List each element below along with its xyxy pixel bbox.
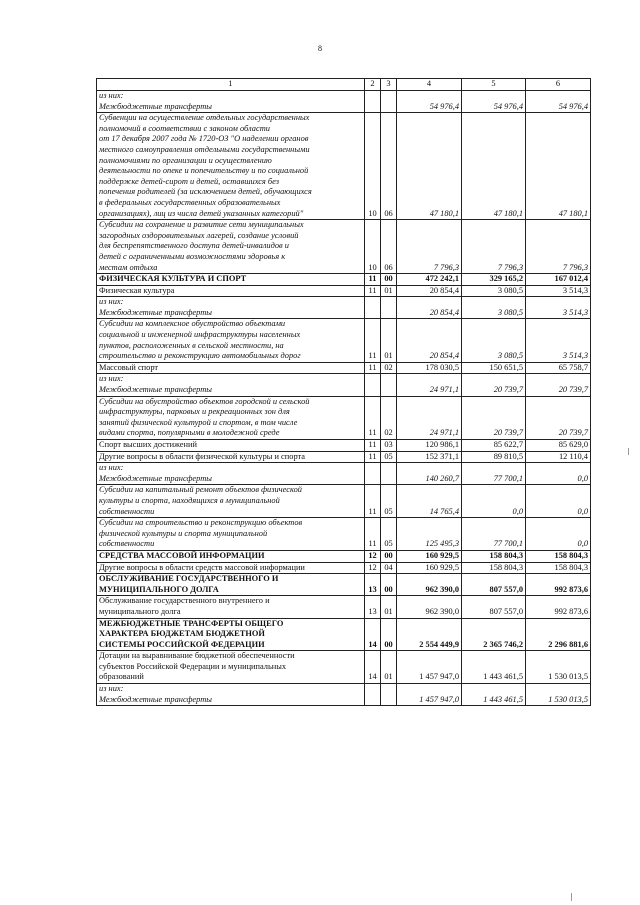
row-name: из них: Межбюджетные трансферты: [97, 463, 365, 485]
table-body: [97, 91, 591, 706]
table-row: [97, 113, 591, 220]
row-subsection: [381, 463, 397, 485]
row-subsection: 01: [381, 319, 397, 362]
row-section: 12: [365, 562, 381, 574]
row-value-2026: 2 296 881,6: [526, 618, 591, 651]
row-value-2026: 47 180,1: [526, 113, 591, 220]
row-section: 10: [365, 220, 381, 274]
row-name: Субсидии на обустройство объектов городской и сельской инфраструктуры, парковых и рекреационных зон для занятий физической культурой и спортом, в том числе видами спорта, популярными в молодежной среде: [97, 396, 365, 439]
table-row: [97, 440, 591, 452]
row-name: из них: Межбюджетные трансферты: [97, 297, 365, 319]
table-row: [97, 550, 591, 562]
row-section: 12: [365, 550, 381, 562]
row-value-2026: 992 873,6: [526, 574, 591, 596]
table-row: [97, 297, 591, 319]
row-value-2025: 77 700,1: [462, 463, 526, 485]
row-name: из них: Межбюджетные трансферты: [97, 684, 365, 706]
row-name: из них: Межбюджетные трансферты: [97, 91, 365, 113]
row-value-2025: 85 622,7: [462, 440, 526, 452]
row-value-2024: 2 554 449,9: [397, 618, 462, 651]
row-value-2024: 160 929,5: [397, 550, 462, 562]
row-name: МЕЖБЮДЖЕТНЫЕ ТРАНСФЕРТЫ ОБЩЕГО ХАРАКТЕРА БЮДЖЕТАМ БЮДЖЕТНОЙ СИСТЕМЫ РОССИЙСКОЙ ФЕДЕРАЦИИ: [97, 618, 365, 651]
row-value-2026: 3 514,3: [526, 285, 591, 297]
row-value-2025: 20 739,7: [462, 396, 526, 439]
row-subsection: 02: [381, 362, 397, 374]
row-name: Субсидии на комплексное обустройство объектами социальной и инженерной инфраструктуры населенных пунктов, расположенных в сельской местности, на строительство и реконструкцию автомобильных дорог: [97, 319, 365, 362]
row-name: Субвенции на осуществление отдельных государственных полномочий в соответствии с законом области от 17 декабря 2007 года № 1720-ОЗ "О наделении органов местного самоуправления отдельными государственными полномочиями по организации и осуществлению деятельности по опеке и попечительству и по социальной поддержке детей-сирот и детей, оставшихся без попечения родителей (за исключением детей, обучающихся в федеральных государственных образовательных организациях), лиц из числа детей указанных категорий": [97, 113, 365, 220]
row-value-2025: 1 443 461,5: [462, 651, 526, 684]
row-value-2026: 12 110,4: [526, 451, 591, 463]
row-name: ОБСЛУЖИВАНИЕ ГОСУДАРСТВЕННОГО И МУНИЦИПАЛЬНОГО ДОЛГА: [97, 574, 365, 596]
table-row: [97, 574, 591, 596]
row-name: из них: Межбюджетные трансферты: [97, 374, 365, 396]
row-name: Субсидии на сохранение и развитие сети муниципальных загородных оздоровительных лагерей, создание условий для беспрепятственного доступа детей-инвалидов и детей с ограниченными возможностями здоровья к местам отдыха: [97, 220, 365, 274]
row-name: Другие вопросы в области средств массовой информации: [97, 562, 365, 574]
row-section: [365, 463, 381, 485]
row-value-2024: 120 986,1: [397, 440, 462, 452]
table-row: [97, 374, 591, 396]
table-row: [97, 651, 591, 684]
row-section: 11: [365, 274, 381, 286]
table-row: [97, 362, 591, 374]
header-col-1: 1: [97, 79, 365, 91]
row-section: 11: [365, 362, 381, 374]
table-row: [97, 274, 591, 286]
row-value-2026: 65 758,7: [526, 362, 591, 374]
row-value-2026: 54 976,4: [526, 91, 591, 113]
row-section: 14: [365, 618, 381, 651]
row-subsection: 02: [381, 396, 397, 439]
row-value-2024: 178 030,5: [397, 362, 462, 374]
row-value-2025: 158 804,3: [462, 550, 526, 562]
margin-mark: [571, 893, 572, 901]
row-value-2026: 0,0: [526, 518, 591, 551]
row-value-2024: 47 180,1: [397, 113, 462, 220]
row-value-2024: 24 971,1: [397, 374, 462, 396]
row-value-2026: 20 739,7: [526, 396, 591, 439]
row-value-2026: 20 739,7: [526, 374, 591, 396]
row-subsection: 00: [381, 574, 397, 596]
page-number: 8: [318, 44, 322, 53]
row-value-2025: 0,0: [462, 485, 526, 518]
row-subsection: 01: [381, 285, 397, 297]
row-section: [365, 374, 381, 396]
row-value-2024: 54 976,4: [397, 91, 462, 113]
row-name: Дотации на выравнивание бюджетной обеспеченности субъектов Российской Федерации и муниципальных образований: [97, 651, 365, 684]
row-value-2024: 20 854,4: [397, 319, 462, 362]
row-value-2025: 329 165,2: [462, 274, 526, 286]
row-name: Субсидии на строительство и реконструкцию объектов физической культуры и спорта муниципальной собственности: [97, 518, 365, 551]
table-row: [97, 596, 591, 618]
row-value-2026: 992 873,6: [526, 596, 591, 618]
row-value-2024: 20 854,4: [397, 297, 462, 319]
table-row: [97, 451, 591, 463]
row-value-2025: 3 080,5: [462, 285, 526, 297]
row-value-2025: 3 080,5: [462, 297, 526, 319]
row-subsection: 06: [381, 220, 397, 274]
row-value-2025: 2 365 746,2: [462, 618, 526, 651]
row-subsection: 05: [381, 518, 397, 551]
row-name: ФИЗИЧЕСКАЯ КУЛЬТУРА И СПОРТ: [97, 274, 365, 286]
table-row: [97, 319, 591, 362]
row-section: 11: [365, 440, 381, 452]
row-name: Субсидии на капитальный ремонт объектов физической культуры и спорта, находящихся в муниципальной собственности: [97, 485, 365, 518]
row-value-2025: 150 651,5: [462, 362, 526, 374]
row-value-2025: 54 976,4: [462, 91, 526, 113]
row-value-2026: 85 629,0: [526, 440, 591, 452]
table-row: [97, 91, 591, 113]
table-row: [97, 396, 591, 439]
row-value-2026: 0,0: [526, 463, 591, 485]
row-value-2026: 7 796,3: [526, 220, 591, 274]
row-value-2026: 1 530 013,5: [526, 651, 591, 684]
table-row: [97, 518, 591, 551]
row-section: 11: [365, 485, 381, 518]
row-value-2024: 1 457 947,0: [397, 684, 462, 706]
row-subsection: 00: [381, 550, 397, 562]
row-value-2025: 1 443 461,5: [462, 684, 526, 706]
row-section: 11: [365, 319, 381, 362]
row-value-2026: 158 804,3: [526, 562, 591, 574]
row-value-2024: 125 495,3: [397, 518, 462, 551]
row-value-2026: 3 514,3: [526, 297, 591, 319]
row-value-2025: 47 180,1: [462, 113, 526, 220]
row-value-2025: 77 700,1: [462, 518, 526, 551]
row-subsection: 03: [381, 440, 397, 452]
row-value-2024: 1 457 947,0: [397, 651, 462, 684]
row-value-2024: 14 765,4: [397, 485, 462, 518]
row-value-2026: 1 530 013,5: [526, 684, 591, 706]
row-section: 10: [365, 113, 381, 220]
row-subsection: [381, 374, 397, 396]
row-value-2025: 89 810,5: [462, 451, 526, 463]
row-name: СРЕДСТВА МАССОВОЙ ИНФОРМАЦИИ: [97, 550, 365, 562]
header-col-3: 3: [381, 79, 397, 91]
row-section: 14: [365, 651, 381, 684]
row-value-2024: 24 971,1: [397, 396, 462, 439]
row-section: 11: [365, 451, 381, 463]
table-row: [97, 463, 591, 485]
row-value-2024: 962 390,0: [397, 596, 462, 618]
header-col-5: 5: [462, 79, 526, 91]
row-value-2024: 140 260,7: [397, 463, 462, 485]
row-value-2024: 152 371,1: [397, 451, 462, 463]
row-value-2024: 472 242,1: [397, 274, 462, 286]
row-value-2024: 7 796,3: [397, 220, 462, 274]
header-col-2: 2: [365, 79, 381, 91]
row-name: Массовый спорт: [97, 362, 365, 374]
row-subsection: 01: [381, 651, 397, 684]
row-subsection: [381, 297, 397, 319]
table-row: [97, 485, 591, 518]
row-subsection: 00: [381, 618, 397, 651]
row-name: Другие вопросы в области физической культуры и спорта: [97, 451, 365, 463]
row-value-2025: 807 557,0: [462, 574, 526, 596]
row-value-2025: 20 739,7: [462, 374, 526, 396]
row-subsection: 06: [381, 113, 397, 220]
row-subsection: 01: [381, 596, 397, 618]
row-section: 11: [365, 518, 381, 551]
row-name: Обслуживание государственного внутреннего и муниципального долга: [97, 596, 365, 618]
row-value-2024: 962 390,0: [397, 574, 462, 596]
table-row: [97, 285, 591, 297]
row-subsection: 04: [381, 562, 397, 574]
row-value-2026: 167 012,4: [526, 274, 591, 286]
row-subsection: 05: [381, 451, 397, 463]
row-subsection: 05: [381, 485, 397, 518]
row-name: Физическая культура: [97, 285, 365, 297]
row-section: [365, 91, 381, 113]
header-col-6: 6: [526, 79, 591, 91]
row-value-2025: 3 080,5: [462, 319, 526, 362]
row-subsection: 00: [381, 274, 397, 286]
row-section: 11: [365, 285, 381, 297]
row-value-2026: 158 804,3: [526, 550, 591, 562]
table-row: [97, 562, 591, 574]
margin-mark: [628, 448, 629, 455]
row-value-2024: 20 854,4: [397, 285, 462, 297]
row-value-2025: 807 557,0: [462, 596, 526, 618]
row-value-2026: 3 514,3: [526, 319, 591, 362]
table-row: [97, 618, 591, 651]
row-value-2025: 7 796,3: [462, 220, 526, 274]
row-section: 11: [365, 396, 381, 439]
row-value-2024: 160 929,5: [397, 562, 462, 574]
row-section: [365, 684, 381, 706]
table-row: [97, 684, 591, 706]
row-value-2025: 158 804,3: [462, 562, 526, 574]
row-section: 13: [365, 574, 381, 596]
header-col-4: 4: [397, 79, 462, 91]
row-name: Спорт высших достижений: [97, 440, 365, 452]
budget-table: [96, 78, 591, 706]
row-subsection: [381, 684, 397, 706]
row-section: 13: [365, 596, 381, 618]
row-subsection: [381, 91, 397, 113]
row-section: [365, 297, 381, 319]
table-header-row: [97, 79, 591, 91]
row-value-2026: 0,0: [526, 485, 591, 518]
table-row: [97, 220, 591, 274]
